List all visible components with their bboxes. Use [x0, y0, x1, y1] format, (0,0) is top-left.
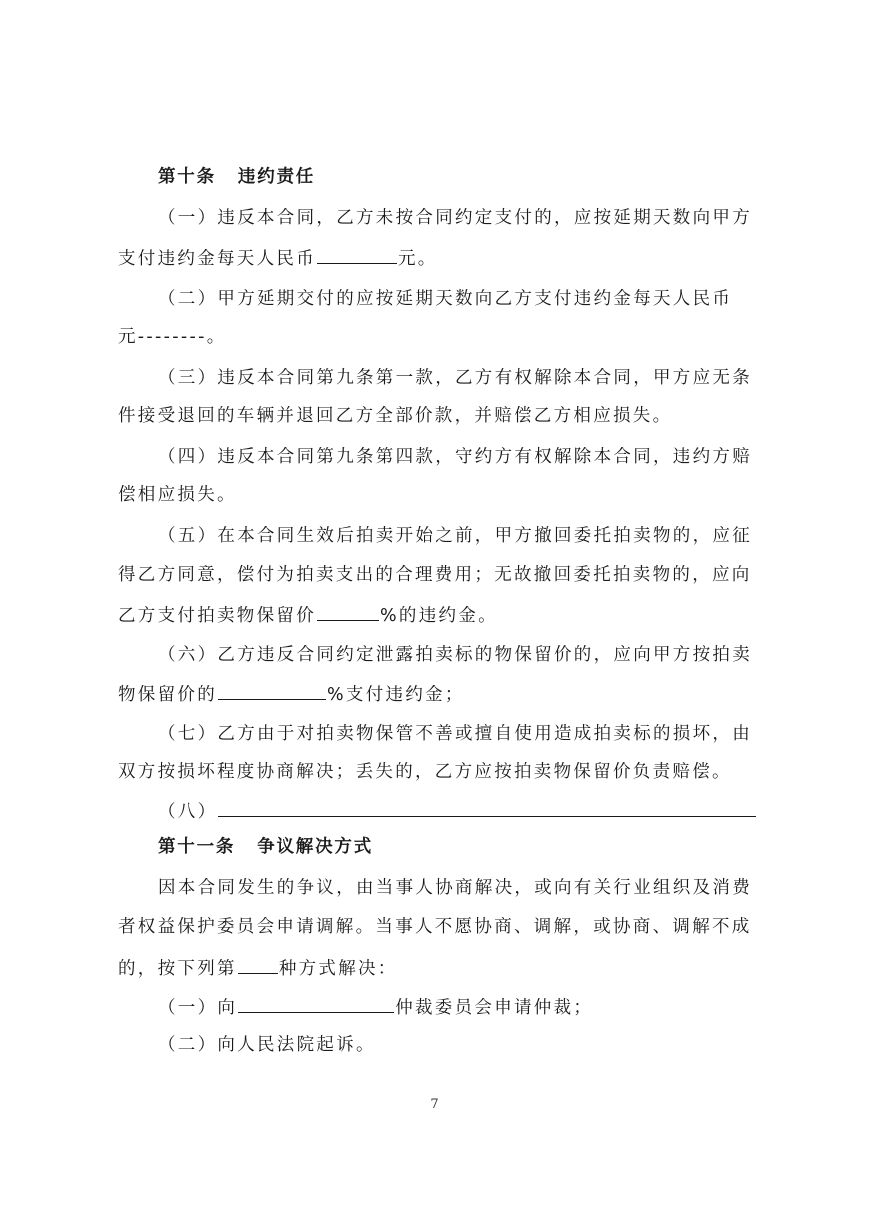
- clause-6-line-2: [118, 682, 465, 706]
- clause-8-label: （八）: [158, 802, 218, 822]
- clause-6-text-b: %支付违约金；: [327, 685, 465, 705]
- dispute-text-a: 的，按下列第: [118, 959, 237, 979]
- section-10-title: 违约责任: [237, 167, 316, 187]
- leak-penalty-percent-blank[interactable]: [218, 682, 326, 700]
- clause-4-line-1: （四）违反本合同第九条第四款，守约方有权解除本合同，违约方赔: [158, 447, 752, 467]
- clause-2-line-1: （二）甲方延期交付的应按延期天数向乙方支付违约金每天人民币: [158, 289, 733, 309]
- resolution-method-blank[interactable]: [238, 956, 278, 974]
- clause-6-text-a: 物保留价的: [118, 685, 217, 705]
- clause-3-line-1: （三）违反本合同第九条第一款，乙方有权解除本合同，甲方应无条: [158, 368, 752, 388]
- option-1-text-b: 仲裁委员会申请仲裁；: [395, 998, 594, 1018]
- dispute-line-2: 者权益保护委员会申请调解。当事人不愿协商、调解，或协商、调解不成: [118, 917, 752, 937]
- clause-1-text-b: 元。: [398, 249, 438, 269]
- clause-6-line-1: （六）乙方违反合同约定泄露拍卖标的物保留价的，应向甲方按拍卖: [158, 645, 752, 665]
- penalty-amount-blank[interactable]: [317, 246, 397, 264]
- clause-8-blank[interactable]: [218, 799, 756, 817]
- clause-5-line-3: [118, 603, 498, 627]
- clause-5-text-a: 乙方支付拍卖物保留价: [118, 606, 316, 626]
- reserve-price-percent-blank[interactable]: [317, 603, 379, 621]
- page-number: 7: [430, 1097, 439, 1112]
- dispute-text-b: 种方式解决：: [278, 959, 398, 979]
- option-1-text-a: （一）向: [158, 998, 238, 1018]
- option-2-line: （二）向人民法院起诉。: [158, 1035, 376, 1055]
- option-1-line: [158, 995, 593, 1019]
- section-10-number: 第十条: [158, 167, 216, 187]
- clause-1-text-a: 支付违约金每天人民币: [118, 249, 316, 269]
- clause-3-line-2: 件接受退回的车辆并退回乙方全部价款，并赔偿乙方相应损失。: [118, 406, 673, 426]
- dispute-line-3: [118, 956, 398, 980]
- clause-5-line-2: 得乙方同意，偿付为拍卖支出的合理费用；无故撤回委托拍卖物的，应向: [118, 565, 752, 585]
- section-10-heading: [158, 166, 315, 188]
- clause-2-line-2: 元--------。: [118, 327, 227, 347]
- clause-5-text-b: %的违约金。: [380, 606, 498, 626]
- clause-8-line: [158, 799, 757, 823]
- clause-1-line-2: [118, 246, 438, 270]
- clause-5-line-1: （五）在本合同生效后拍卖开始之前，甲方撤回委托拍卖物的，应征: [158, 526, 752, 546]
- clause-1-line-1: （一）违反本合同，乙方未按合同约定支付的，应按延期天数向甲方: [158, 208, 752, 228]
- clause-4-line-2: 偿相应损失。: [118, 485, 237, 505]
- section-11-number: 第十一条: [158, 837, 236, 857]
- dispute-line-1: 因本合同发生的争议，由当事人协商解决，或向有关行业组织及消费: [158, 878, 752, 898]
- section-11-title: 争议解决方式: [257, 837, 374, 857]
- clause-7-line-1: （七）乙方由于对拍卖物保管不善或擅自使用造成拍卖标的损坏，由: [158, 724, 752, 744]
- arbitration-commission-blank[interactable]: [238, 995, 394, 1013]
- clause-7-line-2: 双方按损坏程度协商解决；丢失的，乙方应按拍卖物保留价负责赔偿。: [118, 762, 732, 782]
- section-11-heading: [158, 836, 373, 858]
